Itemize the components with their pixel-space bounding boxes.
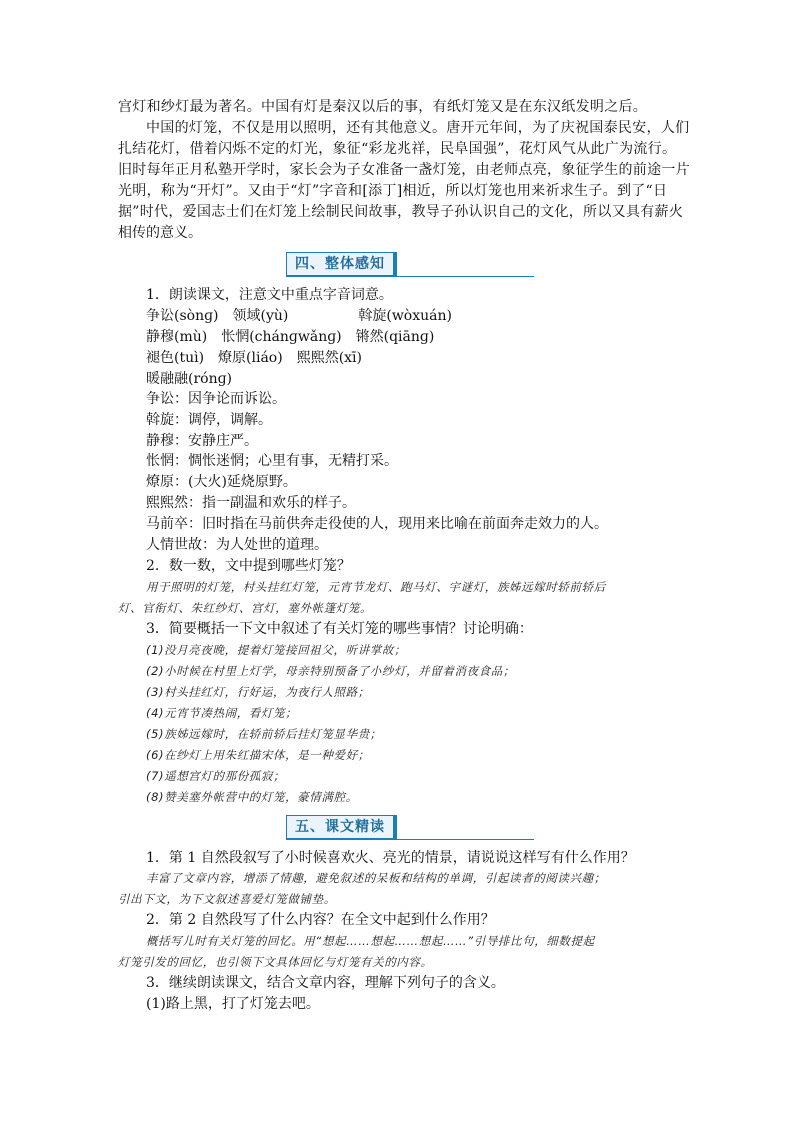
answer-line: 引出下文，为下文叙述喜爱灯笼做铺垫。 xyxy=(118,892,336,906)
intro-line: 中国的灯笼，不仅是用以照明，还有其他意义。唐开元年间，为了庆祝国泰民安，人们 xyxy=(146,120,690,136)
section-rule xyxy=(286,839,534,840)
question: 1．第 1 自然段叙写了小时候喜欢火、亮光的情景，请说说这样写有什么作用？ xyxy=(146,850,635,866)
intro-line: 光明，称为“开灯”。又由于“灯”字音和[添丁]相近，所以灯笼也用来祈求生子。到了“日 xyxy=(118,183,668,199)
intro-line: 据”时代，爱国志士们在灯笼上绘制民间故事，教导子孙认识自己的文化，所以又具有薪火 xyxy=(118,204,684,220)
answer-line: (7)遥想宫灯的那份孤寂； xyxy=(146,769,286,783)
pinyin-line: 静穆(mù) 怅惘(chánɡwǎnɡ) 锵然(qiānɡ) xyxy=(146,329,435,345)
question: 1．朗读课文，注意文中重点字音词意。 xyxy=(146,287,393,303)
question: 2．数一数，文中提到哪些灯笼？ xyxy=(146,558,351,574)
section-header-5 xyxy=(286,815,534,839)
intro-line: 宫灯和纱灯最为著名。中国有灯是秦汉以后的事，有纸灯笼又是在东汉纸发明之后。 xyxy=(118,99,648,115)
answer-line: 用于照明的灯笼，村头挂红灯笼，元宵节龙灯、跑马灯、宇谜灯，族姊远嫁时轿前轿后 xyxy=(146,580,606,594)
intro-line: 扎结花灯，借着闪烁不定的灯光，象征“彩龙兆祥，民阜国强”，花灯风气从此广为流行。 xyxy=(118,141,677,157)
question: 3．继续朗读课文，结合文章内容，理解下列句子的含义。 xyxy=(146,975,505,991)
answer-line: 灯、官衔灯、朱红纱灯、宫灯，塞外帐篷灯笼。 xyxy=(118,601,373,615)
answer-line: (3)村头挂红灯，行好运，为夜行人照路； xyxy=(146,685,370,699)
answer-line: (5)族姊远嫁时，在轿前轿后挂灯笼显华贵； xyxy=(146,727,382,741)
answer-line: (6)在纱灯上用朱红描宋体，是一种爱好； xyxy=(146,748,370,762)
answer-line: (1)没月亮夜晚，提着灯笼接回祖父，听讲掌故； xyxy=(146,643,407,657)
question: 3．简要概括一下文中叙述了有关灯笼的哪些事情？讨论明确： xyxy=(146,621,533,637)
answer-line: (8)赞美塞外帐营中的灯笼，豪情满腔。 xyxy=(146,790,358,804)
definition: 马前卒：旧时指在马前供奔走役使的人，现用来比喻在前面奔走效力的人。 xyxy=(146,516,608,532)
definition: 怅惘：惆怅迷惘；心里有事，无精打采。 xyxy=(146,453,398,469)
answer-line: 丰富了文章内容，增添了情趣，避免叙述的呆板和结构的单调，引起读者的阅读兴趣； xyxy=(146,871,606,885)
definition: 静穆：安静庄严。 xyxy=(146,433,258,449)
pinyin-line: 褪色(tuì) 燎原(liáo) 熙熙然(xī) xyxy=(146,350,362,366)
pinyin-line: 争讼(sònɡ) 领域(yù) 斡旋(wòxuán) xyxy=(146,308,452,324)
sub-question: (1)路上黑，打了灯笼去吧。 xyxy=(146,996,320,1012)
section-title: 五、课文精读 xyxy=(286,815,397,839)
answer-line: 概括写儿时有关灯笼的回忆。用“想起……想起……想起……”引导排比句，细数提起 xyxy=(146,934,595,948)
definition: 熙熙然：指一副温和欢乐的样子。 xyxy=(146,495,356,511)
definition: 争讼：因争论而诉讼。 xyxy=(146,391,286,407)
intro-line: 旧时每年正月私塾开学时，家长会为子女准备一盏灯笼，由老师点亮，象征学生的前途一片 xyxy=(118,162,690,178)
answer-line: (4)元宵节凑热闹，看灯笼； xyxy=(146,706,298,720)
answer-line: (2)小时候在村里上灯学，母亲特别预备了小纱灯，并留着消夜食品； xyxy=(146,664,515,678)
definition: 斡旋：调停，调解。 xyxy=(146,412,272,428)
section-header-4 xyxy=(286,252,534,276)
section-title: 四、整体感知 xyxy=(286,252,397,276)
definition: 燎原：(大火)延烧原野。 xyxy=(146,474,297,490)
pinyin-line: 暖融融(rónɡ) xyxy=(146,371,233,387)
definition: 人情世故：为人处世的道理。 xyxy=(146,537,328,553)
intro-line: 相传的意义。 xyxy=(118,225,202,241)
answer-line: 灯笼引发的回忆，也引领下文具体回忆与灯笼有关的内容。 xyxy=(118,955,433,969)
section-rule xyxy=(286,276,534,277)
question: 2．第 2 自然段写了什么内容？在全文中起到什么作用？ xyxy=(146,912,495,928)
